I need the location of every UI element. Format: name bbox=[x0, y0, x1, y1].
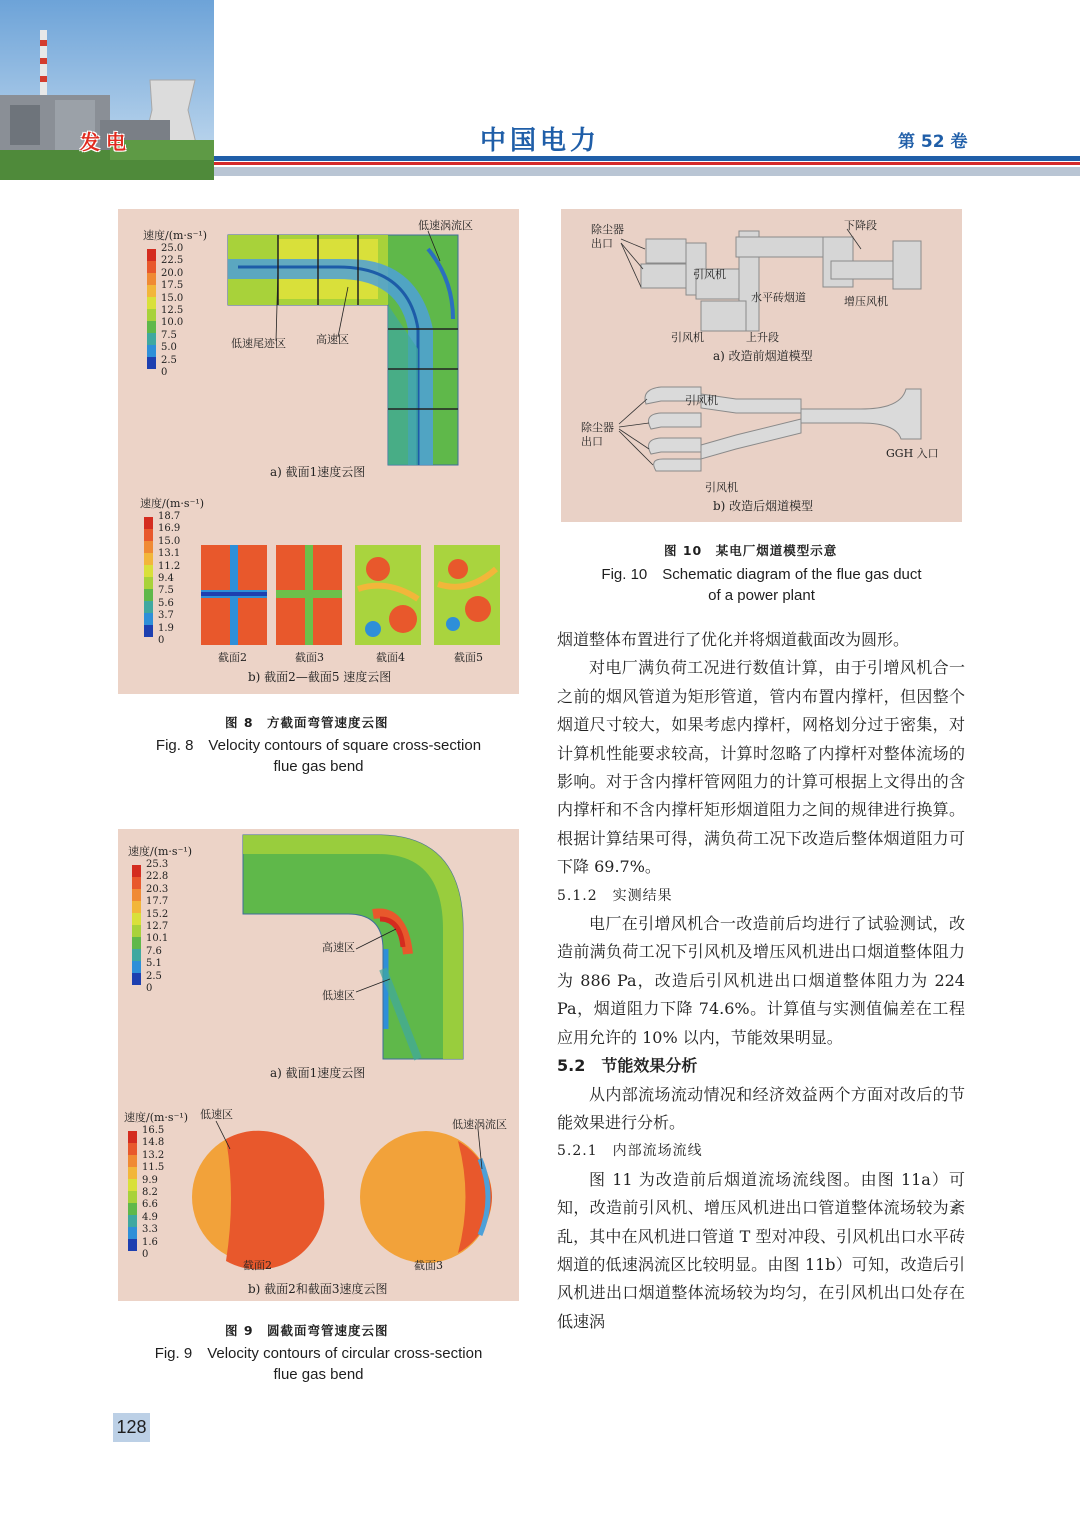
figure-9-caption-cn: 图 9 圆截面弯管速度云图 bbox=[225, 1323, 389, 1338]
section-3-label: 截面3 bbox=[414, 1259, 443, 1272]
legend-colorbar bbox=[147, 249, 156, 369]
label-id-fan-b1: 引风机 bbox=[685, 394, 718, 407]
volume-label: 第 52 卷 bbox=[898, 132, 968, 152]
figure-10-caption-en: Fig. 10 Schematic diagram of the flue gas duct of a power plant bbox=[601, 566, 922, 604]
section-label: 发电 bbox=[80, 130, 132, 154]
section-5-label: 截面5 bbox=[454, 651, 483, 664]
section-2-circle bbox=[192, 1131, 324, 1270]
section-4-square bbox=[355, 545, 421, 645]
section-5-square bbox=[434, 545, 500, 645]
label-id-fan-b2: 引风机 bbox=[705, 481, 738, 494]
figure-9-panel bbox=[118, 829, 519, 1301]
figure-8a-subcaption: a) 截面1速度云图 bbox=[270, 465, 366, 479]
label-low-wake: 低速尾迹区 bbox=[231, 337, 286, 350]
section-3-label: 截面3 bbox=[295, 651, 324, 664]
legend-colorbar bbox=[144, 517, 153, 637]
legend-title: 速度/(m·s⁻¹) bbox=[140, 497, 205, 510]
journal-title: 中国电力 bbox=[480, 126, 601, 156]
header-rule-grey bbox=[214, 167, 1080, 176]
section-4-label: 截面4 bbox=[376, 651, 405, 664]
label-id-fan-a2: 引风机 bbox=[671, 331, 704, 344]
section-2-label: 截面2 bbox=[243, 1259, 272, 1272]
label-id-fan-a1: 引风机 bbox=[693, 268, 726, 281]
paragraph: 对电厂满负荷工况进行数值计算，由于引增风机合一之前的烟风管道为矩形管道，管内布置内撑杆，但因整个烟道尺寸较大，如果考虑内撑杆，网格划分过于密集，对计算机性能要求较高，计算时忽略了内撑杆对整体流场的影响。对于含内撑杆管网阻力的计算可根据上文得出的含内撑杆和不含内撑杆矩形烟道阻力之间的规律进行换算。根据计算结果可得，满负荷工况下改造后整体烟道阻力可下降 69.7%。 bbox=[557, 658, 965, 877]
figure-9b-subcaption: b) 截面2和截面3速度云图 bbox=[248, 1282, 388, 1296]
label-low-vortex-section: 低速涡流区 bbox=[452, 1118, 507, 1131]
subsection-heading-5-1-2: 5.1.2 实测结果 bbox=[557, 887, 673, 904]
legend-ticks: 25.0 22.5 20.0 17.5 15.0 12.5 10.0 7.5 5.0 2.5 0 bbox=[161, 243, 184, 379]
label-ggh-inlet: GGH 入口 bbox=[886, 447, 939, 460]
figure-8-caption-cn: 图 8 方截面弯管速度云图 bbox=[225, 715, 389, 730]
paragraph: 电厂在引增风机合一改造前后均进行了试验测试，改造前满负荷工况下引风机及增压风机进出口烟道整体阻力为 886 Pa，改造后引风机进出口烟道整体阻力为 224 Pa，烟道阻力下降 74.6%。计算值与实测值偏差在工程应用允许的 10% 以内，节能效果明显。 bbox=[557, 914, 965, 1047]
section-3-square bbox=[276, 545, 342, 645]
label-booster-fan: 增压风机 bbox=[844, 295, 888, 308]
label-low-speed: 低速区 bbox=[322, 989, 355, 1002]
legend-ticks: 16.5 14.8 13.2 11.5 9.9 8.2 6.6 4.9 3.3 1.6 0 bbox=[142, 1125, 165, 1261]
label-dust-outlet-b: 除尘器 出口 bbox=[581, 421, 614, 448]
legend-title: 速度/(m·s⁻¹) bbox=[143, 229, 208, 242]
label-ascent: 上升段 bbox=[746, 331, 779, 344]
figure-8b-subcaption: b) 截面2—截面5 速度云图 bbox=[248, 670, 392, 684]
legend-colorbar bbox=[128, 1131, 137, 1251]
legend-ticks: 25.3 22.8 20.3 17.7 15.2 12.7 10.1 7.6 5.1 2.5 0 bbox=[146, 859, 169, 995]
figure-10-panel bbox=[561, 209, 962, 522]
label-low-speed-section: 低速区 bbox=[200, 1108, 233, 1121]
paragraph: 烟道整体布置进行了优化并将烟道截面改为圆形。 bbox=[557, 630, 910, 649]
figure-8-caption-en: Fig. 8 Velocity contours of square cross-section flue gas bend bbox=[155, 737, 482, 775]
paragraph: 从内部流场流动情况和经济效益两个方面对改后的节能效果进行分析。 bbox=[557, 1084, 965, 1132]
figure-10-duct-models bbox=[561, 209, 962, 522]
label-dust-outlet-a: 除尘器 出口 bbox=[591, 223, 624, 250]
label-descent: 下降段 bbox=[844, 219, 877, 232]
body-text-column bbox=[557, 626, 965, 1336]
legend-title: 速度/(m·s⁻¹) bbox=[128, 845, 193, 858]
paragraph: 图 11 为改造前后烟道流场流线图。由图 11a）可知，改造前引风机、增压风机进出口管道整体流场较为紊乱，其中在风机进口管道 T 型对冲段、引风机出口水平砖烟道的低速涡流区比较明显。由图 11b）可知，改造后引风机进出口烟道整体流场较为均匀，在引风机出口处存在低速涡 bbox=[557, 1169, 965, 1331]
legend-title: 速度/(m·s⁻¹) bbox=[124, 1111, 189, 1124]
section-2-square bbox=[201, 545, 267, 645]
page-number: 128 bbox=[113, 1413, 150, 1442]
section-3-circle bbox=[360, 1131, 492, 1263]
label-high-speed: 高速区 bbox=[322, 941, 355, 954]
section-heading-5-2: 5.2 节能效果分析 bbox=[557, 1056, 698, 1076]
label-high-speed: 高速区 bbox=[316, 333, 349, 346]
figure-9-caption-en: Fig. 9 Velocity contours of circular cross-section flue gas bend bbox=[154, 1345, 483, 1383]
label-low-vortex: 低速涡流区 bbox=[418, 219, 473, 232]
legend-colorbar bbox=[132, 865, 141, 985]
header-rule-blue bbox=[214, 156, 1080, 161]
figure-10-caption-cn: 图 10 某电厂烟道模型示意 bbox=[664, 543, 838, 558]
figure-8-panel bbox=[118, 209, 519, 694]
figure-10a-subcaption: a) 改造前烟道模型 bbox=[713, 349, 813, 363]
subsection-heading-5-2-1: 5.2.1 内部流场流线 bbox=[557, 1143, 703, 1160]
legend-ticks: 18.7 16.9 15.0 13.1 11.2 9.4 7.5 5.6 3.7 1.9 0 bbox=[158, 511, 181, 647]
header-rule-red bbox=[214, 162, 1080, 165]
figure-9a-subcaption: a) 截面1速度云图 bbox=[270, 1066, 366, 1080]
figure-10b-subcaption: b) 改造后烟道模型 bbox=[713, 499, 814, 513]
section-2-label: 截面2 bbox=[218, 651, 247, 664]
label-brick-duct: 水平砖烟道 bbox=[751, 291, 806, 304]
